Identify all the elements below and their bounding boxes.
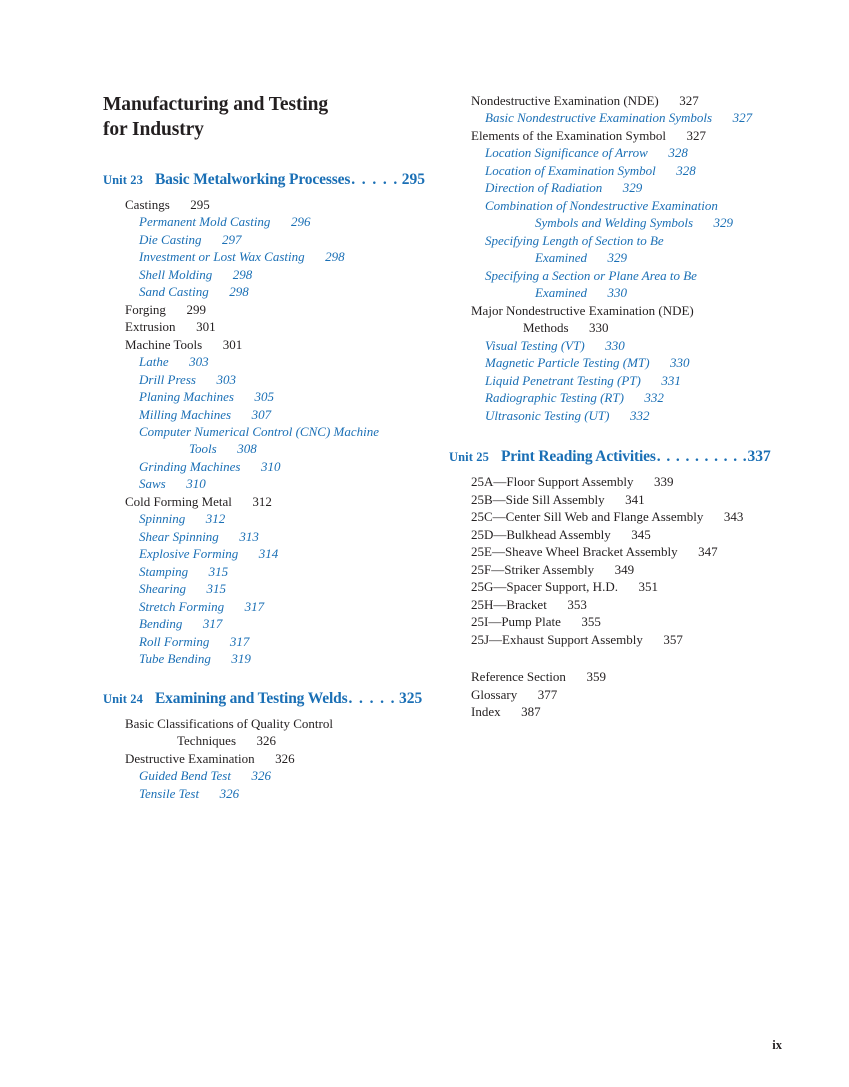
unit-24-continued-entry-list	[449, 92, 767, 424]
toc-entry[interactable]	[449, 473, 767, 490]
toc-entry-page: 308	[217, 441, 257, 457]
toc-entry-page: 327	[713, 110, 753, 126]
toc-entry[interactable]	[449, 179, 767, 196]
toc-right-column	[449, 92, 771, 721]
toc-entry-label: Visual Testing (VT)	[485, 337, 585, 353]
toc-entry[interactable]	[103, 406, 408, 423]
toc-entry-continuation	[485, 249, 767, 266]
toc-entry-page: 377	[518, 686, 558, 702]
toc-entry-label: Extrusion	[125, 319, 176, 335]
toc-entry-continuation	[485, 214, 767, 231]
toc-entry-page: 339	[634, 474, 674, 490]
toc-entry-label: Tube Bending	[139, 651, 211, 667]
toc-entry-label: 25H—Bracket	[471, 596, 547, 612]
toc-entry[interactable]	[449, 144, 767, 161]
toc-entry-continuation-label: Techniques	[177, 733, 237, 749]
toc-entry[interactable]	[103, 318, 408, 335]
toc-entry-label: Basic Nondestructive Examination Symbols	[485, 110, 713, 126]
toc-entry-page: 329	[603, 180, 643, 196]
unit-heading-23[interactable]	[103, 169, 425, 189]
toc-entry-page: 315	[189, 563, 229, 579]
toc-entry-page: 298	[305, 249, 345, 265]
toc-entry[interactable]	[103, 598, 408, 615]
toc-entry[interactable]	[103, 767, 408, 784]
toc-entry[interactable]	[449, 337, 767, 354]
toc-entry[interactable]	[449, 92, 767, 109]
toc-entry-page: 330	[585, 337, 625, 353]
toc-entry[interactable]	[449, 267, 767, 302]
toc-entry-label: Computer Numerical Control (CNC) Machine	[139, 423, 380, 439]
toc-entry-page: 331	[641, 372, 681, 388]
toc-entry-label: Explosive Forming	[139, 546, 239, 562]
toc-entry-page: 332	[610, 407, 650, 423]
toc-entry-page: 332	[624, 390, 664, 406]
unit-page-24: 325	[398, 689, 423, 707]
unit-number-23: Unit 23	[103, 172, 143, 187]
toc-entry[interactable]	[103, 528, 408, 545]
toc-left-column	[103, 92, 425, 802]
toc-entry-label: Location of Examination Symbol	[485, 162, 656, 178]
unit-page-25: 337	[747, 448, 771, 466]
toc-entry-page: 307	[232, 406, 272, 422]
toc-entry-label: Lathe	[139, 354, 169, 370]
toc-entry[interactable]	[103, 650, 408, 667]
toc-entry-page: 351	[618, 579, 658, 595]
toc-entry[interactable]	[103, 493, 408, 510]
toc-entry-label: Drill Press	[139, 371, 196, 387]
toc-entry[interactable]	[103, 213, 408, 230]
section-spacer	[449, 424, 767, 446]
toc-entry-page: 349	[595, 561, 635, 577]
toc-entry-label: Glossary	[471, 686, 518, 702]
toc-entry[interactable]	[103, 715, 408, 750]
toc-entry[interactable]	[449, 302, 767, 337]
toc-entry-page: 298	[209, 284, 249, 300]
leader-dots-23: . . . . .	[351, 170, 399, 188]
toc-entry-continuation-label: Examined	[535, 250, 587, 266]
toc-entry[interactable]	[103, 545, 408, 562]
toc-entry[interactable]	[449, 354, 767, 371]
toc-entry-page: 310	[166, 476, 206, 492]
toc-entry-label: 25I—Pump Plate	[471, 614, 561, 630]
toc-entry[interactable]	[103, 353, 408, 370]
toc-entry-label: Cold Forming Metal	[125, 493, 232, 509]
toc-entry[interactable]	[449, 703, 767, 720]
toc-entry-page: 313	[219, 528, 259, 544]
toc-entry-label: Nondestructive Examination (NDE)	[471, 93, 659, 108]
toc-entry[interactable]	[449, 631, 767, 648]
toc-entry-page: 314	[239, 546, 279, 562]
toc-entry-label: Milling Machines	[139, 406, 232, 422]
toc-columns	[103, 92, 771, 802]
toc-entry-label: Elements of the Examination Symbol	[471, 127, 666, 143]
toc-entry[interactable]	[449, 561, 767, 578]
toc-entry[interactable]	[449, 596, 767, 613]
toc-entry-label: Machine Tools	[125, 336, 203, 352]
toc-entry-page: 328	[656, 162, 696, 178]
toc-entry-page: 330	[569, 320, 609, 336]
toc-entry-label: Die Casting	[139, 231, 202, 247]
unit-number-25: Unit 25	[449, 450, 489, 465]
toc-entry-page: 297	[202, 231, 242, 247]
toc-entry-page: 326	[237, 733, 277, 749]
toc-entry[interactable]	[103, 785, 408, 802]
back-matter-spacer	[449, 648, 767, 668]
toc-entry-label: Basic Classifications of Quality Control	[125, 715, 333, 731]
toc-entry-label: 25F—Striker Assembly	[471, 561, 595, 577]
toc-entry-page: 353	[547, 596, 587, 612]
toc-entry-label: 25J—Exhaust Support Assembly	[471, 631, 643, 647]
toc-entry-page: 387	[501, 704, 541, 720]
toc-entry-page: 296	[271, 214, 311, 230]
toc-entry-page: 328	[648, 145, 688, 161]
toc-entry-continuation-label: Examined	[535, 285, 587, 301]
toc-entry-label: Index	[471, 704, 501, 720]
unit-page-23: 295	[401, 170, 425, 188]
toc-entry-label: Specifying Length of Section to Be	[485, 232, 664, 248]
toc-entry-page: 301	[203, 336, 243, 352]
toc-entry[interactable]	[103, 283, 408, 300]
toc-entry-page: 317	[225, 598, 265, 614]
toc-entry-page: 305	[234, 389, 274, 405]
toc-entry-label: Spinning	[139, 511, 186, 527]
toc-entry[interactable]	[103, 475, 408, 492]
toc-entry[interactable]	[449, 543, 767, 560]
toc-entry-page: 317	[183, 616, 223, 632]
toc-entry-label: Shearing	[139, 581, 186, 597]
toc-entry-label: Saws	[139, 476, 166, 492]
section-spacer	[103, 668, 408, 688]
toc-entry[interactable]	[449, 109, 767, 126]
toc-entry-page: 345	[611, 526, 651, 542]
toc-entry[interactable]	[449, 389, 767, 406]
toc-entry-page: 299	[166, 301, 206, 317]
toc-entry-page: 357	[643, 631, 683, 647]
toc-entry-continuation	[139, 440, 408, 457]
toc-entry-continuation	[125, 732, 408, 749]
toc-entry-label: Location Significance of Arrow	[485, 145, 648, 161]
unit-number-24: Unit 24	[103, 691, 143, 706]
toc-entry-page: 359	[566, 669, 606, 685]
toc-entry[interactable]	[449, 508, 767, 525]
toc-entry-page: 327	[666, 127, 706, 143]
leader-dots-25: . . . . . . . . . .	[656, 448, 748, 466]
toc-entry-label: Reference Section	[471, 669, 566, 685]
unit-heading-24[interactable]	[103, 688, 423, 708]
toc-entry-page: 347	[678, 544, 718, 560]
toc-entry[interactable]	[449, 407, 767, 424]
toc-entry-continuation-label: Symbols and Welding Symbols	[535, 215, 694, 231]
toc-entry-label: Forging	[125, 301, 166, 317]
toc-entry-label: Castings	[125, 196, 170, 212]
toc-entry-page: 329	[694, 215, 734, 231]
toc-entry[interactable]	[103, 633, 408, 650]
toc-entry-page: 330	[587, 285, 627, 301]
toc-entry-label: Ultrasonic Testing (UT)	[485, 407, 610, 423]
toc-entry[interactable]	[449, 668, 767, 685]
toc-entry-page: 298	[213, 266, 253, 282]
toc-entry[interactable]	[103, 750, 408, 767]
toc-entry-label: Grinding Machines	[139, 458, 241, 474]
toc-entry-page: 355	[561, 614, 601, 630]
toc-entry-label: 25G—Spacer Support, H.D.	[471, 579, 618, 595]
toc-entry-label: Bending	[139, 616, 183, 632]
toc-entry[interactable]	[449, 197, 767, 232]
toc-entry-label: Permanent Mold Casting	[139, 214, 271, 230]
toc-entry-page: 341	[605, 491, 645, 507]
unit-24-entry-list	[103, 715, 408, 802]
toc-entry[interactable]	[449, 162, 767, 179]
toc-entry-label: Tensile Test	[139, 785, 200, 801]
toc-entry-page: 326	[231, 768, 271, 784]
toc-entry-label: Guided Bend Test	[139, 768, 231, 784]
unit-25-entry-list	[449, 473, 767, 648]
toc-entry[interactable]	[103, 301, 408, 318]
toc-entry-label: Direction of Radiation	[485, 180, 603, 196]
toc-entry-label: 25C—Center Sill Web and Flange Assembly	[471, 509, 704, 525]
toc-entry[interactable]	[103, 563, 408, 580]
toc-entry[interactable]	[103, 248, 408, 265]
toc-entry[interactable]	[103, 336, 408, 353]
toc-entry-label: Radiographic Testing (RT)	[485, 390, 624, 406]
toc-entry-continuation	[485, 284, 767, 301]
toc-entry-label: Stamping	[139, 563, 189, 579]
toc-entry-page: 310	[241, 458, 281, 474]
toc-entry[interactable]	[449, 578, 767, 595]
toc-entry-page: 343	[704, 509, 744, 525]
toc-entry-page: 317	[210, 633, 250, 649]
toc-entry-page: 301	[176, 319, 216, 335]
part-title-line-1: Manufacturing and Testing	[103, 94, 329, 115]
toc-entry-page: 327	[659, 93, 699, 108]
toc-entry-continuation-label: Methods	[523, 320, 569, 336]
toc-entry[interactable]	[103, 266, 408, 283]
toc-entry-label: 25D—Bulkhead Assembly	[471, 526, 611, 542]
toc-entry-page: 295	[170, 196, 210, 212]
toc-entry-page: 312	[232, 493, 272, 509]
toc-entry-label: Shell Molding	[139, 266, 213, 282]
unit-title-23: Basic Metalworking Processes	[154, 170, 351, 188]
page-folio: ix	[772, 1038, 782, 1052]
toc-entry-label: Liquid Penetrant Testing (PT)	[485, 372, 641, 388]
toc-entry-label: Investment or Lost Wax Casting	[139, 249, 305, 265]
toc-entry[interactable]	[103, 615, 408, 632]
toc-entry-label: Magnetic Particle Testing (MT)	[485, 355, 650, 371]
toc-entry-page: 303	[196, 371, 236, 387]
toc-entry-label: Combination of Nondestructive Examination	[485, 197, 718, 213]
toc-entry-label: Major Nondestructive Examination (NDE)	[471, 302, 694, 318]
toc-entry[interactable]	[103, 371, 408, 388]
toc-entry[interactable]	[103, 196, 408, 213]
toc-entry[interactable]	[103, 510, 408, 527]
toc-entry[interactable]	[103, 580, 408, 597]
toc-entry[interactable]	[103, 388, 408, 405]
toc-entry-continuation-label: Tools	[189, 441, 217, 457]
toc-entry[interactable]	[449, 526, 767, 543]
toc-entry[interactable]	[103, 231, 408, 248]
toc-entry-label: Sand Casting	[139, 284, 209, 300]
toc-entry-page: 326	[255, 750, 295, 766]
toc-entry[interactable]	[449, 491, 767, 508]
toc-entry-page: 315	[186, 581, 226, 597]
toc-entry[interactable]	[449, 232, 767, 267]
toc-entry-label: Destructive Examination	[125, 750, 255, 766]
toc-entry[interactable]	[449, 127, 767, 144]
back-matter-list	[449, 668, 767, 720]
toc-entry-label: Planing Machines	[139, 389, 234, 405]
leader-dots-24: . . . . .	[348, 689, 396, 707]
toc-entry[interactable]	[449, 613, 767, 630]
unit-heading-25[interactable]	[449, 446, 771, 466]
unit-title-25: Print Reading Activities	[500, 448, 656, 466]
toc-entry-label: 25A—Floor Support Assembly	[471, 474, 634, 490]
toc-entry[interactable]	[103, 423, 408, 458]
toc-entry-page: 319	[211, 651, 251, 667]
toc-entry[interactable]	[449, 372, 767, 389]
unit-title-24: Examining and Testing Welds	[154, 689, 348, 707]
toc-entry-label: 25E—Sheave Wheel Bracket Assembly	[471, 544, 678, 560]
toc-entry-label: 25B—Side Sill Assembly	[471, 491, 605, 507]
toc-entry-page: 312	[186, 511, 226, 527]
toc-entry[interactable]	[103, 458, 408, 475]
toc-entry-label: Specifying a Section or Plane Area to Be	[485, 267, 697, 283]
toc-entry-page: 326	[200, 785, 240, 801]
toc-entry[interactable]	[449, 686, 767, 703]
toc-entry-label: Shear Spinning	[139, 528, 219, 544]
part-title-line-2: for Industry	[103, 119, 204, 141]
toc-entry-continuation	[471, 319, 767, 336]
toc-entry-label: Roll Forming	[139, 633, 210, 649]
unit-23-entry-list	[103, 196, 408, 668]
toc-entry-page: 329	[587, 250, 627, 266]
part-title	[103, 92, 408, 143]
toc-entry-page: 303	[169, 354, 209, 370]
toc-entry-page: 330	[650, 355, 690, 371]
toc-entry-label: Stretch Forming	[139, 598, 225, 614]
